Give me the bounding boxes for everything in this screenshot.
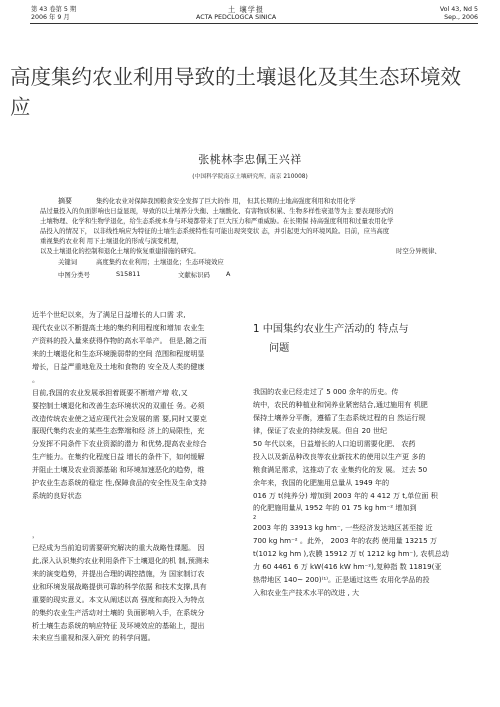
body-line: 统中，农民的种植业和饲养业紧密结合,通过施用有 机肥	[253, 399, 428, 409]
body-line	[32, 516, 240, 529]
abstract-line: 以及土壤退化的控制和退化土壤的恢复重建措施的研究。	[40, 247, 200, 255]
abstract-line: 品投入的情况下， 以非线性响应为特征的土壤生态系统特性有可能出现突变状 态，并引起更大的环境风险。目前，应当高度	[40, 227, 390, 235]
body-line: 要控制土壤退化和改善生态环境状况的双重任 务。必须	[32, 400, 205, 410]
doc-id-label: 文献标识码	[178, 271, 210, 279]
body-line: 。	[32, 374, 40, 384]
body-line: 余年来，我国的化肥施用总量从 1949 年的	[253, 477, 390, 487]
abstract-line-tail: 时空分异规律、	[396, 247, 441, 255]
body-line: 改造传统农业使之适应现代社会发展的需 要,同时又要克	[32, 413, 207, 423]
abstract-label: 摘要	[58, 197, 72, 205]
header-volume: 第 43 卷第 5 期	[31, 6, 77, 13]
body-line: 增长，日益严重地危及土地和食物的 安全及人类的健康	[32, 361, 205, 371]
title-line-2: 应	[10, 95, 31, 119]
header-date: 2006 年 9 月	[31, 14, 70, 21]
section-number: 1	[253, 324, 260, 335]
abstract-line: 土壤物理、化学和生物学退化，给生态系统本身与环境都带来了巨大压力和严重威胁。在长期保 持高强度利用和过量农用化学	[40, 217, 394, 225]
body-column-left	[32, 309, 240, 645]
body-line: 的集约农业生产活动对土壤的 负面影响入手，在系统分	[32, 607, 205, 617]
body-line: 我国的农业已经走过了 5 000 余年的历史。传	[253, 387, 399, 396]
body-line: 业和环境发展战略提供可靠的科学依据 和技术支撑,具有	[32, 581, 207, 591]
body-line: 重要的现实意义。本文从阐述以高 强度和高投入为特点	[32, 594, 205, 604]
body-line: 2	[253, 515, 257, 522]
body-line: 析土壤生态系统的响应特征 及环境效应的基础上，提出	[32, 620, 205, 630]
affiliation: (中国科学院南京土壤研究所，南京 210008)	[192, 174, 308, 180]
section-title-line-1: 中国集约农业生产活动的 特点与	[262, 324, 409, 335]
header-rule	[30, 23, 478, 24]
doc-id-code: A	[226, 270, 231, 278]
abstract-line: 品过量投入的负面影响也日益显现，导致的以土壤养分失衡、土壤酸化、有害物质积累、生物多样性衰退等为主 要表现形式的	[40, 207, 394, 215]
body-line: 016 万 t(纯养分) 增加到 2003 年的 4 412 万 t,单位面 积	[253, 490, 438, 500]
body-line: 700 kg hm⁻² 。此外， 2003 年的农药 使用量 13215 万	[253, 536, 437, 546]
title-line-1: 高度集约农业利用导致的土壤退化及其生态环境效	[10, 65, 461, 89]
body-line: 来的土壤退化和生态环境脆弱带的空间 范围和程度明显	[32, 348, 205, 358]
body-line: 粮食满足需求，这推动了农 业集约化的发 展。 过去 50	[253, 464, 428, 474]
body-column-right	[253, 386, 471, 600]
body-line: 系统的良好状态	[32, 491, 82, 501]
body-line	[32, 503, 240, 516]
body-line: 的化肥施用量从 1952 年的 01 75 kg hm⁻² 增加到	[253, 503, 417, 513]
header-journal-cn: 土 壤学报	[228, 5, 265, 14]
body-line: 此,深入认识集约农业利用条件下土壤退化的机 制,预测未	[32, 555, 210, 565]
section-heading	[253, 320, 473, 358]
page-title	[10, 62, 490, 122]
body-line: 投入以及新品种改良等农业新技术的使用以生产更 多的	[253, 451, 426, 461]
keywords-text: 高度集约农业利用；土壤退化；生态环境效应	[96, 258, 224, 266]
classification-label: 中图分类号	[58, 271, 90, 279]
body-line: 近半个世纪以来，为了满足日益增长的人口需 求,	[32, 310, 186, 319]
body-line: 来的演变趋势，并提出合理的调控措施，为 国家制订农	[32, 568, 205, 578]
body-line: ，	[32, 529, 40, 539]
body-line: 分发挥不同条件下农业资源的潜力 和优势,提高农业综合	[32, 439, 207, 449]
body-line: 生产能力。在集约化程度日益 增长的条件下，如何缓解	[32, 452, 205, 462]
header-journal-en: ACTA PEDCLOGCA SINICA	[196, 14, 277, 21]
body-line: 保持土壤养分平衡，遵循了生态系统过程的自 然运行规	[253, 412, 426, 422]
body-line: 现代农业以不断提高土地的集约利用程度和增加 农业生	[32, 322, 205, 332]
body-line: 入和农业生产技术水平的改进 , 大	[253, 588, 360, 598]
body-line: 服现代集约农业的某些生态弊端和经 济上的局限性，充	[32, 426, 205, 436]
keywords-label: 关键词	[58, 258, 78, 266]
body-line: 2003 年的 33913 kg hm⁻, 一些经济发达地区甚至接 近	[253, 523, 433, 533]
authors: 张桃林李忠佩王兴祥	[198, 153, 302, 166]
body-line: 律，保证了农业的持续发展。但自 20 世纪	[253, 425, 388, 435]
body-line: t(1012 kg hm ),农膜 15912 万 t( 1212 kg hm⁻), 农机总动	[253, 549, 449, 559]
abstract-line: 重视集约农业利 用下土壤退化的形成与演变机理，	[40, 237, 183, 245]
classification-code: S15811	[116, 270, 141, 278]
header-vol-en: Vol 43, Nd 5	[439, 6, 478, 13]
body-line: 目前,我国的农业发展承担着既要不断增产增 收,又	[32, 387, 188, 397]
body-line: 未来应当重视和深入研究 的科学问题。	[32, 633, 155, 643]
body-line: 50 年代以来，日益增长的人口迫切需要化肥、 农药	[253, 438, 416, 448]
body-line: 产资料的投入量来获得作物的高水平单产。 但是,随之而	[32, 335, 207, 345]
body-line: 护农业生态系统的稳定 性,保障食品的安全性及生命支持	[32, 478, 207, 488]
abstract-line: 集约化农业对保障我国粮食安全发挥了巨大的作 用， 但其长期的土地高强度利用和农用化学	[96, 197, 356, 205]
body-line: 并阻止土壤及农业资源基础 和环境加速恶化的趋势，维	[32, 465, 205, 475]
body-line: 力 60 4461 6 万 kW(416 kW hm⁻²),复种指 数 11819(亚	[253, 562, 442, 572]
body-line: 已经成为当前迫切需要研究解决的重大战略性课题。 因	[32, 542, 205, 552]
header-date-en: Sep., 2006	[444, 14, 478, 21]
section-title-line-2: 问题	[269, 343, 290, 354]
body-line: 热带地区 140~ 200)⁽¹⁾。正是通过这些 农用化学品的投	[253, 575, 430, 585]
